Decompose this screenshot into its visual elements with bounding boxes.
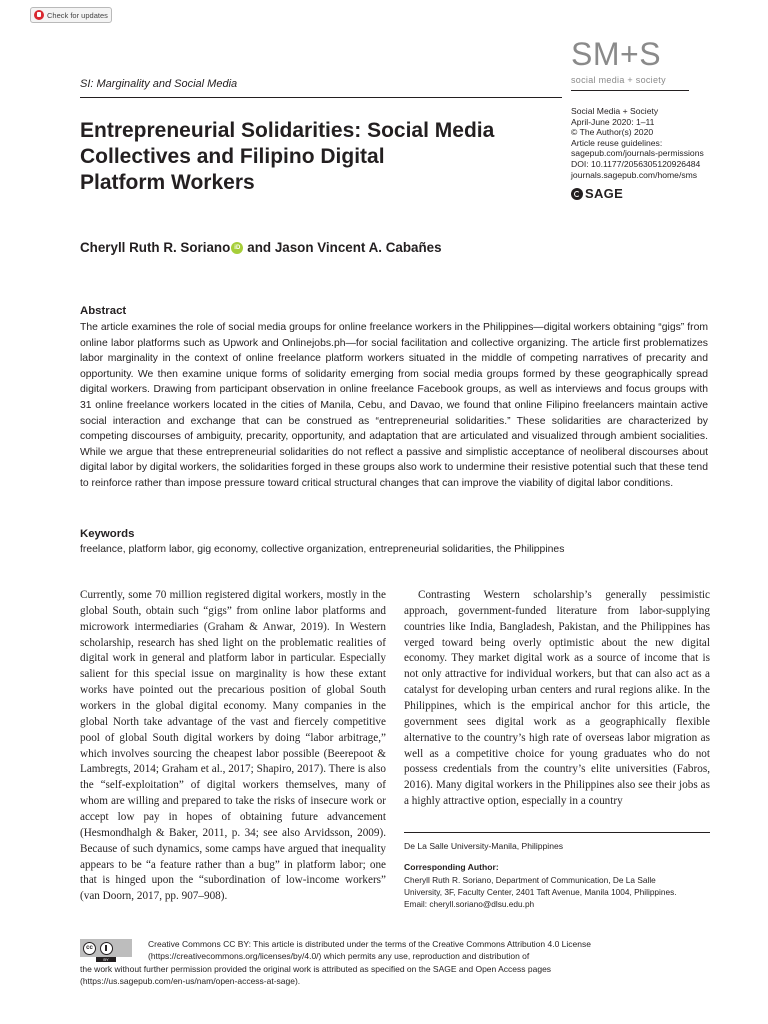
body-paragraph: Contrasting Western scholarship’s generally pessimistic approach, government-funded literature from labor-supplying countries like India, Bangladesh, Pakistan, and the Philippines has verged toward being overly optimistic about the new digital economy. They market digital work as a source of income that is not only attractive for individual workers, but that can also act as a catalyst for developing urban centers and rural regions alike. In the Philippines, which is the empirical anchor for this article, the government sees digital work as a geographically flexible alternative to the country’s high rate of overseas labor migration as well as a competitive choice for young graduates who do not possess credentials from the country’s elite universities (Fabros, 2016). Many digital workers in the Philippines also see their jobs as a highly attractive option, especially in a country [404,589,710,808]
doi-link[interactable]: DOI: 10.1177/2056305120926484 [571,158,701,169]
corr-email[interactable]: Email: cheryll.soriano@dlsu.edu.ph [404,899,535,909]
license-line: Creative Commons CC BY: This article is distributed under the terms of the Creative Commons Attribution 4.0 License [148,939,591,949]
sage-icon [571,188,583,200]
title-line: Collectives and Filipino Digital [80,145,385,168]
copyright: © The Author(s) 2020 [571,127,654,138]
journal-home-link[interactable]: journals.sagepub.com/home/sms [571,169,698,180]
article-title [80,118,520,196]
corresponding-author-details [404,874,724,910]
journal-name: Social Media + Society [571,106,659,116]
title-line: Platform Workers [80,171,255,194]
affiliation: De La Salle University-Manila, Philippines [404,841,564,851]
update-icon [34,10,44,20]
check-for-updates-label: Check for updates [47,10,108,20]
reuse-label: Article reuse guidelines: [571,137,663,148]
title-line: Entrepreneurial Solidarities: Social Media [80,119,495,142]
license-link[interactable]: (https://creativecommons.org/licenses/by/4.0/) which permits any use, reproduction and distribution of [148,951,530,962]
corr-line: Cheryll Ruth R. Soriano, Department of Communication, De La Salle [404,875,656,885]
body-column-right [404,588,710,810]
corresponding-author-heading: Corresponding Author: [404,862,499,872]
license-text [80,938,720,988]
journal-logo: SM+S [571,36,662,72]
article-metadata [571,106,761,180]
publisher-logo [571,186,623,201]
author-first[interactable]: Cheryll Ruth R. Soriano [80,240,231,255]
logo-rule [571,90,689,91]
keywords-heading: Keywords [80,528,135,540]
abstract-text: The article examines the role of social media groups for online freelance workers in the Philippines—digital workers obtaining “gigs” from online labor platforms such as Upwork and Onlinejobs.ph—for social facilitation and collective organizing. The article first problematizes labor marginality in the context of online freelance platform workers situated in the middle of competing narratives of precarity and opportunity. We then examine unique forms of solidarity emerging from social media groups formed by these geographically spread digital workers. Drawing from participant observation in online freelance Facebook groups, as well as interviews and focus groups with 31 online freelance workers located in the cities of Manila, Cebu, and Davao, we found that online Filipino freelancers maintain active social interaction and exchange that can be construed as “entrepreneurial solidarities.” These solidarities are characterized by competing discourses of ambiguity, precarity, opportunity, and adaptation that are articulated and visualized through ambient socialities. While we argue that these entrepreneurial solidarities do not reflect a passive and simplistic acceptance of neoliberal discourses about digital labor by digital workers, the solidarities forged in these groups also work to undermine their resistive potential such that these tend to reinforce rather than impose pressure toward critical structural changes that can improve the viability of digital labor conditions. [80,322,708,489]
cc-by-label: BY [96,957,116,962]
body-paragraph: Currently, some 70 million registered digital workers, mostly in the global South, obtain such “gigs” from online labor platforms and microwork intermediaries (Graham & Anwar, 2019). In Western scholarship, research has shed light on the problematic realities of digital work in general and platform labor in particular. Especially salient for this special issue on marginality is how these extant works have pointed out the precarious position of global South workers in the global digital economy. Many companies in the global North take advantage of the vast and fiercely competitive pool of global South digital workers by doing “labor arbitrage,” which involves sourcing the cheapest labor possible (Beerepoot & Lambregts, 2014; Graham et al., 2017; Shapiro, 2017). There is also the “self-exploitation” of digital workers themselves, many of whom are willing and prepared to take the risks of insecure work or accept low pay in hopes of obtaining future advancement (Hesmondhalgh & Baker, 2011, p. 34; see also Arvidsson, 2009). Because of such dynamics, some camps have argued that inequality appears to be “a feature rather than a bug” in platform labor; one that is hinged upon the “subordination of low-income workers” (van Doorn, 2017, pp. 907–908). [80,589,386,903]
keywords-text: freelance, platform labor, gig economy, collective organization, entrepreneurial solidarities, the Philippines [80,544,565,555]
license-link[interactable]: (https://us.sagepub.com/en-us/nam/open-access-at-sage). [80,976,301,987]
cc-icon: cc [83,942,96,955]
journal-logo-subtitle: social media + society [571,75,666,85]
check-for-updates-button[interactable] [30,7,112,23]
publisher-name: SAGE [585,186,624,201]
issue-info: April-June 2020: 1–11 [571,116,655,127]
section-label: SI: Marginality and Social Media [80,78,238,90]
body-column-left [80,588,386,905]
footnote-rule [404,832,710,833]
permissions-link[interactable]: sagepub.com/journals-permissions [571,148,704,159]
abstract-heading: Abstract [80,305,127,317]
orcid-icon[interactable]: iD [231,242,243,254]
author-list [80,240,442,255]
corr-line: University, 3F, Faculty Center, 2401 Taft Avenue, Manila 1004, Philippines. [404,887,677,897]
header-rule [80,97,562,98]
license-line: the work without further permission provided the original work is attributed as specified on the SAGE and Open Access pages [80,963,552,974]
author-rest: and Jason Vincent A. Cabañes [247,240,442,255]
